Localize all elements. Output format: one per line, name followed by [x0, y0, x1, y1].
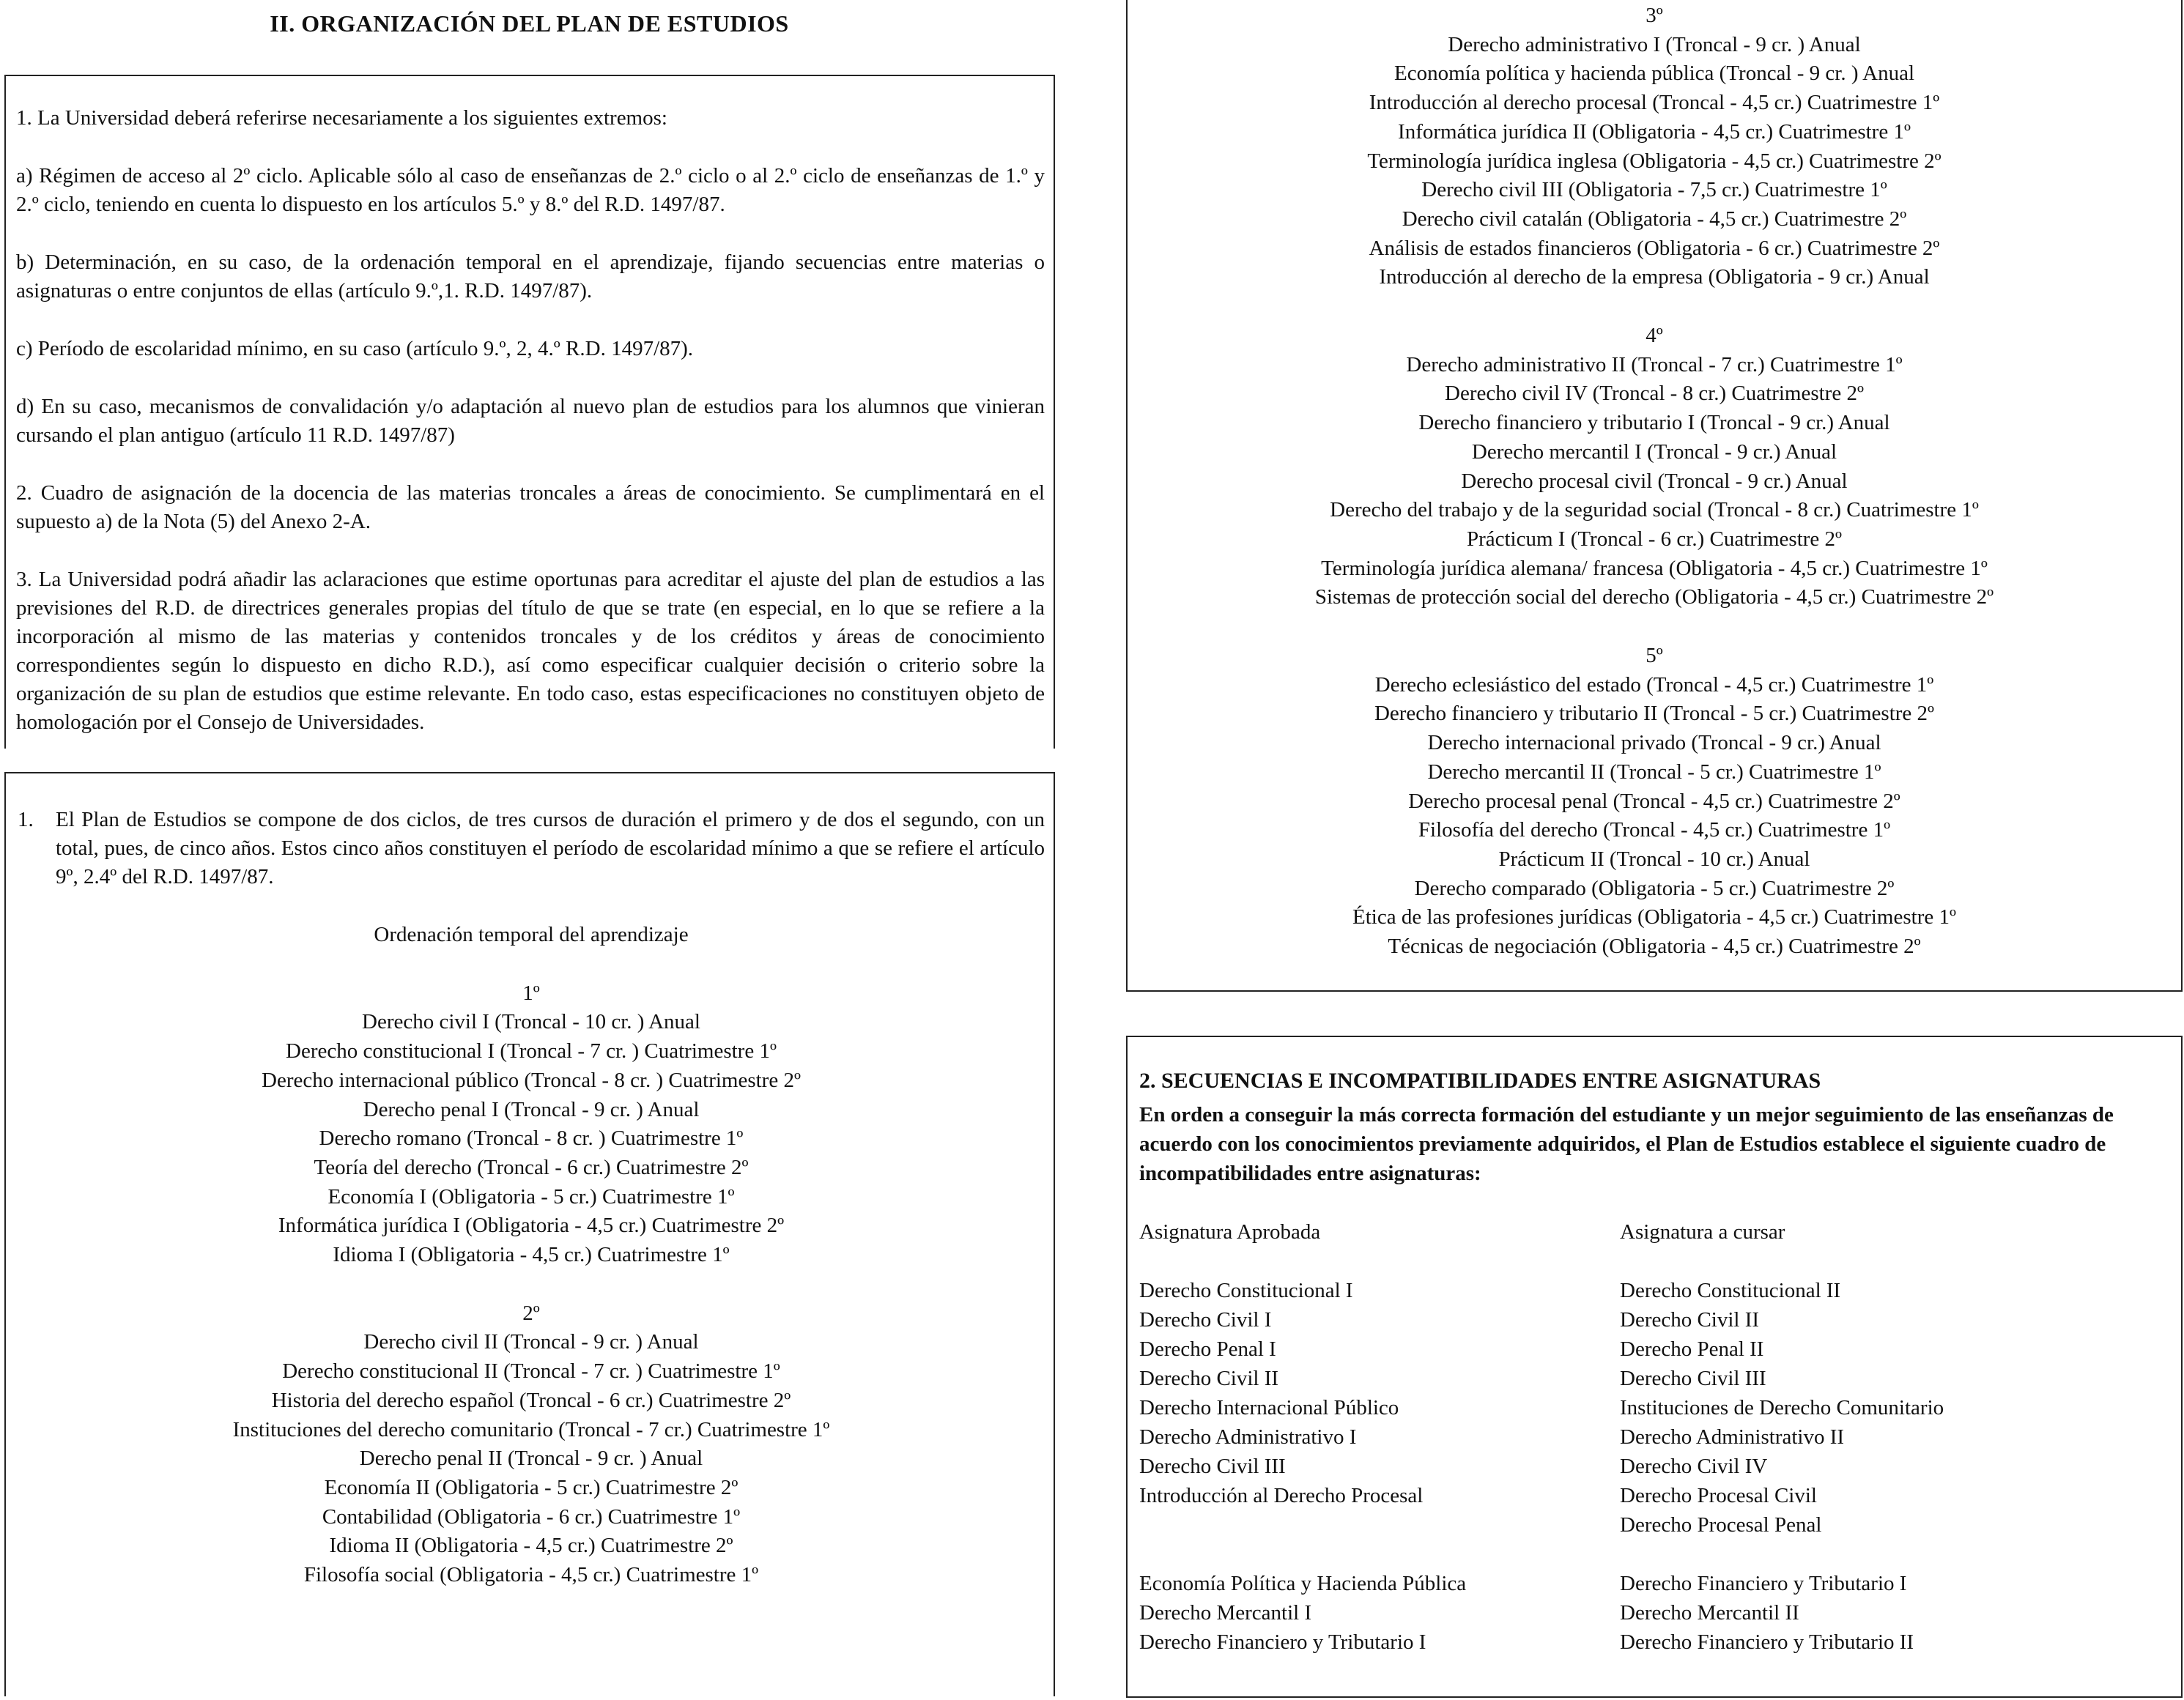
- course-item: Derecho penal II (Troncal - 9 cr. ) Anual: [359, 1447, 703, 1471]
- approved-subject: Derecho Constitucional I: [1139, 1279, 1353, 1302]
- course-item: Idioma II (Obligatoria - 4,5 cr.) Cuatrimestre 2º: [329, 1534, 733, 1558]
- course-item: Técnicas de negociación (Obligatoria - 4,5 cr.) Cuatrimestre 2º: [1388, 935, 1921, 959]
- course-item: Filosofía social (Obligatoria - 4,5 cr.) Cuatrimestre 1º: [303, 1563, 759, 1587]
- plan-number: 1.: [18, 808, 34, 831]
- course-item: Terminología jurídica alemana/ francesa (Obligatoria - 4,5 cr.) Cuatrimestre 1º: [1321, 556, 1988, 580]
- plan-box: [4, 772, 1055, 1696]
- plan-paragraph: [18, 806, 1045, 891]
- section-2-intro: En orden a conseguir la más correcta formación del estudiante y un mejor seguimiento de las enseñanzas de acuerdo con los conocimientos previamente adquiridos, el Plan de Estudios establece el siguiente cuadro de incompatibilidades entre asignaturas:: [1139, 1103, 2114, 1185]
- approved-subject: Derecho Penal I: [1139, 1337, 1276, 1361]
- subject-to-take: Derecho Financiero y Tributario I: [1620, 1572, 1907, 1595]
- incompatibility-table: [1139, 1217, 2166, 1657]
- item-c: c) Período de escolaridad mínimo, en su caso (artículo 9.º, 2, 4.º R.D. 1497/87).: [16, 337, 694, 360]
- course-item: Historia del derecho español (Troncal - 6 cr.) Cuatrimestre 2º: [271, 1388, 791, 1412]
- item-a: a) Régimen de acceso al 2º ciclo. Aplicable sólo al caso de enseñanzas de 2.º ciclo o al 2.º ciclo de enseñanzas de 1.º y 2.º ciclo, teniendo en cuenta lo dispuesto en los artículos 5.º y 8.º del R.D. 1497/87.: [16, 164, 1045, 216]
- year-1-label: 1º: [522, 981, 540, 1005]
- approved-column: [1139, 1217, 1620, 1657]
- course-item: Economía I (Obligatoria - 5 cr.) Cuatrimestre 1º: [327, 1184, 735, 1209]
- course-item: Derecho procesal civil (Troncal - 9 cr.) Anual: [1461, 469, 1848, 493]
- to-take-column: [1620, 1217, 1944, 1657]
- year-4-label: 4º: [1646, 324, 1663, 348]
- subject-to-take: Derecho Procesal Civil: [1620, 1484, 1817, 1507]
- instructions-box: [4, 75, 1055, 749]
- year-3-label: 3º: [1646, 4, 1663, 27]
- plan-text: El Plan de Estudios se compone de dos ciclos, de tres cursos de duración el primero y de dos el segundo, con un total, pues, de cinco años. Estos cinco años constituyen el período de escolaridad mínimo a que se refiere el artículo 9º, 2.4º del R.D. 1497/87.: [56, 808, 1045, 888]
- course-item: Derecho comparado (Obligatoria - 5 cr.) Cuatrimestre 2º: [1414, 876, 1895, 900]
- course-item: Derecho administrativo II (Troncal - 7 cr.) Cuatrimestre 1º: [1406, 352, 1903, 376]
- section-2-title: 2. SECUENCIAS E INCOMPATIBILIDADES ENTRE ASIGNATURAS: [1139, 1069, 1821, 1093]
- approved-subject: Derecho Mercantil I: [1139, 1601, 1312, 1625]
- approved-subject: Derecho Internacional Público: [1139, 1396, 1399, 1419]
- subject-to-take: Derecho Mercantil II: [1620, 1601, 1799, 1625]
- approved-group-1: [1139, 1276, 1620, 1510]
- to-take-header: Asignatura a cursar: [1620, 1220, 1785, 1244]
- course-item: Análisis de estados financieros (Obligatoria - 6 cr.) Cuatrimestre 2º: [1369, 236, 1940, 260]
- course-item: Prácticum II (Troncal - 10 cr.) Anual: [1498, 847, 1810, 871]
- course-item: Informática jurídica II (Obligatoria - 4,5 cr.) Cuatrimestre 1º: [1398, 119, 1911, 144]
- approved-subject: Derecho Civil III: [1139, 1455, 1286, 1478]
- course-item: Derecho civil IV (Troncal - 8 cr.) Cuatrimestre 2º: [1445, 382, 1864, 406]
- year-list-3-5: [1128, 1, 2181, 962]
- item-d: d) En su caso, mecanismos de convalidación y/o adaptación al nuevo plan de estudios para los alumnos que vinieran cursando el plan antiguo (artículo 11 R.D. 1497/87): [16, 395, 1045, 447]
- subject-to-take: Derecho Administrativo II: [1620, 1425, 1845, 1449]
- course-item: Derecho del trabajo y de la seguridad social (Troncal - 8 cr.) Cuatrimestre 1º: [1330, 498, 1979, 522]
- order-heading: Ordenación temporal del aprendizaje: [374, 923, 689, 946]
- course-item: Contabilidad (Obligatoria - 6 cr.) Cuatrimestre 1º: [322, 1504, 741, 1529]
- course-item: Prácticum I (Troncal - 6 cr.) Cuatrimestre 2º: [1466, 527, 1843, 551]
- course-item: Derecho internacional público (Troncal - 8 cr. ) Cuatrimestre 2º: [262, 1068, 801, 1092]
- approved-subject: Derecho Civil II: [1139, 1367, 1279, 1390]
- year-4-courses: [1128, 351, 2181, 612]
- course-item: Idioma I (Obligatoria - 4,5 cr.) Cuatrimestre 1º: [333, 1243, 730, 1267]
- page-title: II. ORGANIZACIÓN DEL PLAN DE ESTUDIOS: [270, 10, 789, 37]
- approved-header: Asignatura Aprobada: [1139, 1220, 1321, 1244]
- course-item: Derecho mercantil I (Troncal - 9 cr.) Anual: [1471, 439, 1837, 464]
- approved-group-2: [1139, 1569, 1620, 1657]
- subject-to-take: Instituciones de Derecho Comunitario: [1620, 1396, 1944, 1419]
- years-3-5-box: [1126, 0, 2183, 992]
- year-2-label: 2º: [522, 1301, 540, 1325]
- year-3-courses: [1128, 31, 2181, 292]
- course-item: Derecho mercantil II (Troncal - 5 cr.) Cuatrimestre 1º: [1427, 760, 1881, 784]
- course-item: Derecho internacional privado (Troncal - 9 cr.) Anual: [1427, 731, 1881, 755]
- course-item: Sistemas de protección social del derecho (Obligatoria - 4,5 cr.) Cuatrimestre 2º: [1314, 585, 1994, 609]
- to-take-group-1: [1620, 1276, 1944, 1540]
- approved-subject: Derecho Administrativo I: [1139, 1425, 1357, 1449]
- approved-subject: Derecho Civil I: [1139, 1308, 1272, 1332]
- course-item: Terminología jurídica inglesa (Obligatoria - 4,5 cr.) Cuatrimestre 2º: [1367, 149, 1941, 173]
- subject-to-take: Derecho Civil III: [1620, 1367, 1766, 1390]
- course-item: Introducción al derecho procesal (Troncal - 4,5 cr.) Cuatrimestre 1º: [1369, 91, 1940, 115]
- course-item: Instituciones del derecho comunitario (Troncal - 7 cr.) Cuatrimestre 1º: [232, 1417, 830, 1441]
- approved-subject: Introducción al Derecho Procesal: [1139, 1484, 1424, 1507]
- course-item: Derecho constitucional I (Troncal - 7 cr. ) Cuatrimestre 1º: [286, 1039, 777, 1064]
- year-list-1-2: [18, 921, 1045, 1590]
- course-item: Economía II (Obligatoria - 5 cr.) Cuatrimestre 2º: [324, 1475, 739, 1499]
- item-b: b) Determinación, en su caso, de la ordenación temporal en el aprendizaje, fijando secuencias entre materias o asignaturas o entre conjuntos de ellas (artículo 9.º,1. R.D. 1497/87).: [16, 250, 1045, 302]
- approved-subject: Economía Política y Hacienda Pública: [1139, 1572, 1467, 1595]
- year-1-courses: [18, 1008, 1045, 1269]
- subject-to-take: Derecho Penal II: [1620, 1337, 1764, 1361]
- year-2-courses: [18, 1328, 1045, 1589]
- year-5-courses: [1128, 671, 2181, 962]
- course-item: Derecho financiero y tributario I (Troncal - 9 cr.) Anual: [1418, 411, 1890, 435]
- incompatibilities-box: [1126, 1036, 2183, 1698]
- course-item: Filosofía del derecho (Troncal - 4,5 cr.) Cuatrimestre 1º: [1418, 818, 1891, 842]
- course-item: Derecho eclesiástico del estado (Troncal - 4,5 cr.) Cuatrimestre 1º: [1374, 672, 1934, 697]
- course-item: Introducción al derecho de la empresa (Obligatoria - 9 cr.) Anual: [1379, 265, 1930, 289]
- course-item: Teoría del derecho (Troncal - 6 cr.) Cuatrimestre 2º: [314, 1155, 749, 1179]
- course-item: Ética de las profesiones jurídicas (Obligatoria - 4,5 cr.) Cuatrimestre 1º: [1352, 905, 1956, 929]
- course-item: Derecho financiero y tributario II (Troncal - 5 cr.) Cuatrimestre 2º: [1374, 702, 1935, 726]
- course-item: Derecho civil III (Obligatoria - 7,5 cr.) Cuatrimestre 1º: [1421, 178, 1887, 202]
- to-take-group-2: [1620, 1569, 1944, 1657]
- course-item: Informática jurídica I (Obligatoria - 4,5 cr.) Cuatrimestre 2º: [278, 1214, 785, 1238]
- subject-to-take: Derecho Civil IV: [1620, 1455, 1768, 1478]
- course-item: Derecho civil II (Troncal - 9 cr. ) Anual: [363, 1330, 699, 1354]
- course-item: Derecho civil catalán (Obligatoria - 4,5 cr.) Cuatrimestre 2º: [1402, 207, 1907, 231]
- course-item: Derecho penal I (Troncal - 9 cr. ) Anual: [363, 1097, 700, 1121]
- approved-subject: Derecho Financiero y Tributario I: [1139, 1630, 1426, 1654]
- instructions-intro: 1. La Universidad deberá referirse necesariamente a los siguientes extremos:: [16, 106, 667, 130]
- course-item: Economía política y hacienda pública (Troncal - 9 cr. ) Anual: [1393, 62, 1915, 86]
- item-2: 2. Cuadro de asignación de la docencia de las materias troncales a áreas de conocimiento. Se cumplimentará en el supuesto a) de la Nota (5) del Anexo 2-A.: [16, 481, 1045, 533]
- course-item: Derecho constitucional II (Troncal - 7 cr. ) Cuatrimestre 1º: [282, 1359, 780, 1384]
- subject-to-take: Derecho Constitucional II: [1620, 1279, 1841, 1302]
- subject-to-take: Derecho Procesal Penal: [1620, 1513, 1822, 1537]
- year-5-label: 5º: [1646, 644, 1663, 668]
- course-item: Derecho administrativo I (Troncal - 9 cr. ) Anual: [1448, 32, 1861, 56]
- course-item: Derecho procesal penal (Troncal - 4,5 cr.) Cuatrimestre 2º: [1408, 789, 1900, 813]
- subject-to-take: Derecho Civil II: [1620, 1308, 1760, 1332]
- item-3: 3. La Universidad podrá añadir las aclaraciones que estime oportunas para acreditar el ajuste del plan de estudios a las previsiones del R.D. de directrices generales propias del título de que se trate (en especial, en lo que se refiere a la incorporación al mismo de las materias y contenidos troncales y de los créditos y áreas de conocimiento correspondientes según lo dispuesto en dicho R.D.), así como especificar cualquier decisión o criterio sobre la organización de su plan de estudios que estime relevante. En todo caso, estas especificaciones no constituyen objeto de homologación por el Consejo de Universidades.: [16, 568, 1045, 734]
- course-item: Derecho civil I (Troncal - 10 cr. ) Anual: [362, 1010, 700, 1034]
- course-item: Derecho romano (Troncal - 8 cr. ) Cuatrimestre 1º: [319, 1126, 744, 1151]
- subject-to-take: Derecho Financiero y Tributario II: [1620, 1630, 1914, 1654]
